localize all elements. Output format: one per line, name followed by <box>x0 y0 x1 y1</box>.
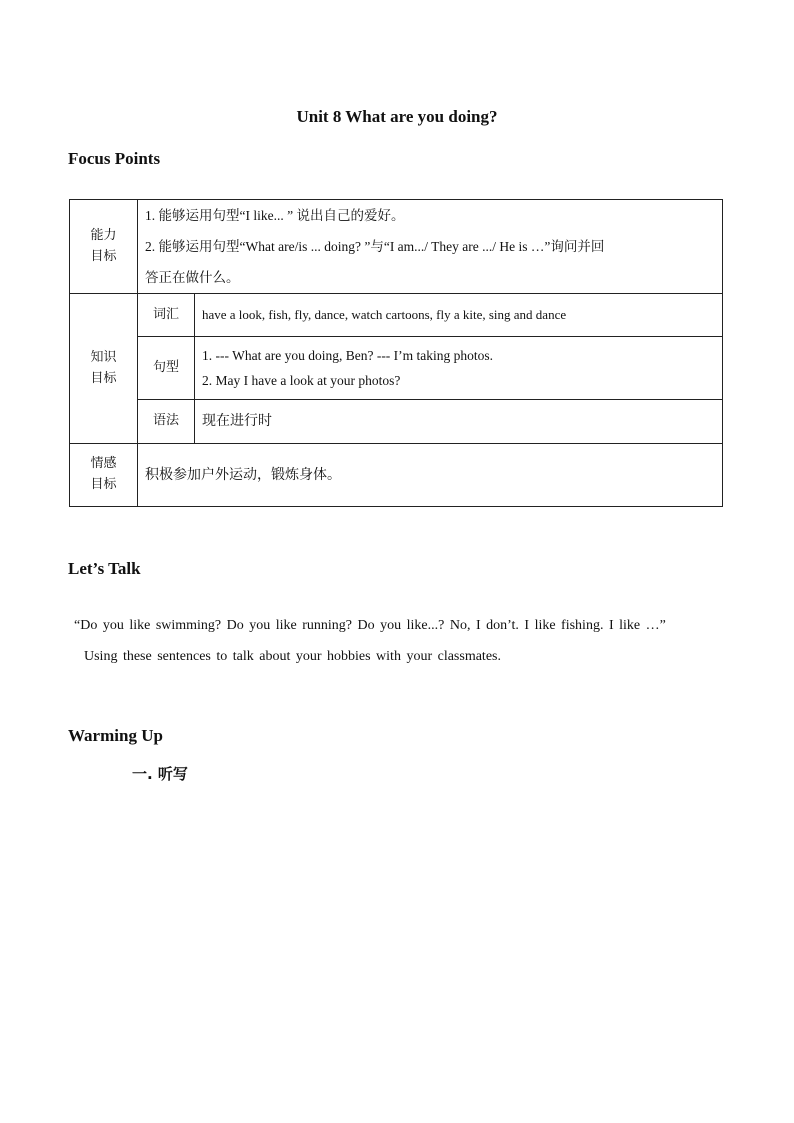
table-row-grammar <box>70 400 723 444</box>
emotion-text: 积极参加户外运动，锻炼身体。 <box>138 444 723 507</box>
focus-points-table <box>69 199 723 507</box>
knowledge-label: 知识 目标 <box>70 294 138 444</box>
pattern-label: 句型 <box>138 337 195 400</box>
talk-line-2: Using these sentences to talk about your hobbies with your classmates. <box>84 649 501 664</box>
table-row-vocab <box>70 294 723 337</box>
vocab-label: 词汇 <box>138 294 195 337</box>
table-row-pattern <box>70 337 723 400</box>
grammar-text: 现在进行时 <box>195 400 723 444</box>
talk-line-1: “Do you like swimming? Do you like running? Do you like...? No, I don’t. I like fishing. I like …” <box>74 618 666 633</box>
page-title: Unit 8 What are you doing? <box>296 107 498 126</box>
ability-label: 能力 目标 <box>70 200 138 294</box>
section-heading-warm: Warming Up <box>68 726 163 745</box>
table-row-emotion <box>70 444 723 507</box>
ability-content: 1. 能够运用句型“I like... ” 说出自己的爱好。 2. 能够运用句型“What are/is ... doing? ”与“I am.../ They are .../ He is …”询问并回 答正在做什么。 <box>138 200 723 294</box>
grammar-label: 语法 <box>138 400 195 444</box>
table-row-ability <box>70 200 723 294</box>
section-heading-talk: Let’s Talk <box>68 559 141 578</box>
dictation-subheading: 一. 听写 <box>132 765 188 783</box>
pattern-content: 1. --- What are you doing, Ben? --- I’m taking photos. 2. May I have a look at your photos? <box>195 337 723 400</box>
vocab-text: have a look, fish, fly, dance, watch cartoons, fly a kite, sing and dance <box>195 294 723 337</box>
emotion-label: 情感 目标 <box>70 444 138 507</box>
section-heading-focus: Focus Points <box>68 149 161 168</box>
